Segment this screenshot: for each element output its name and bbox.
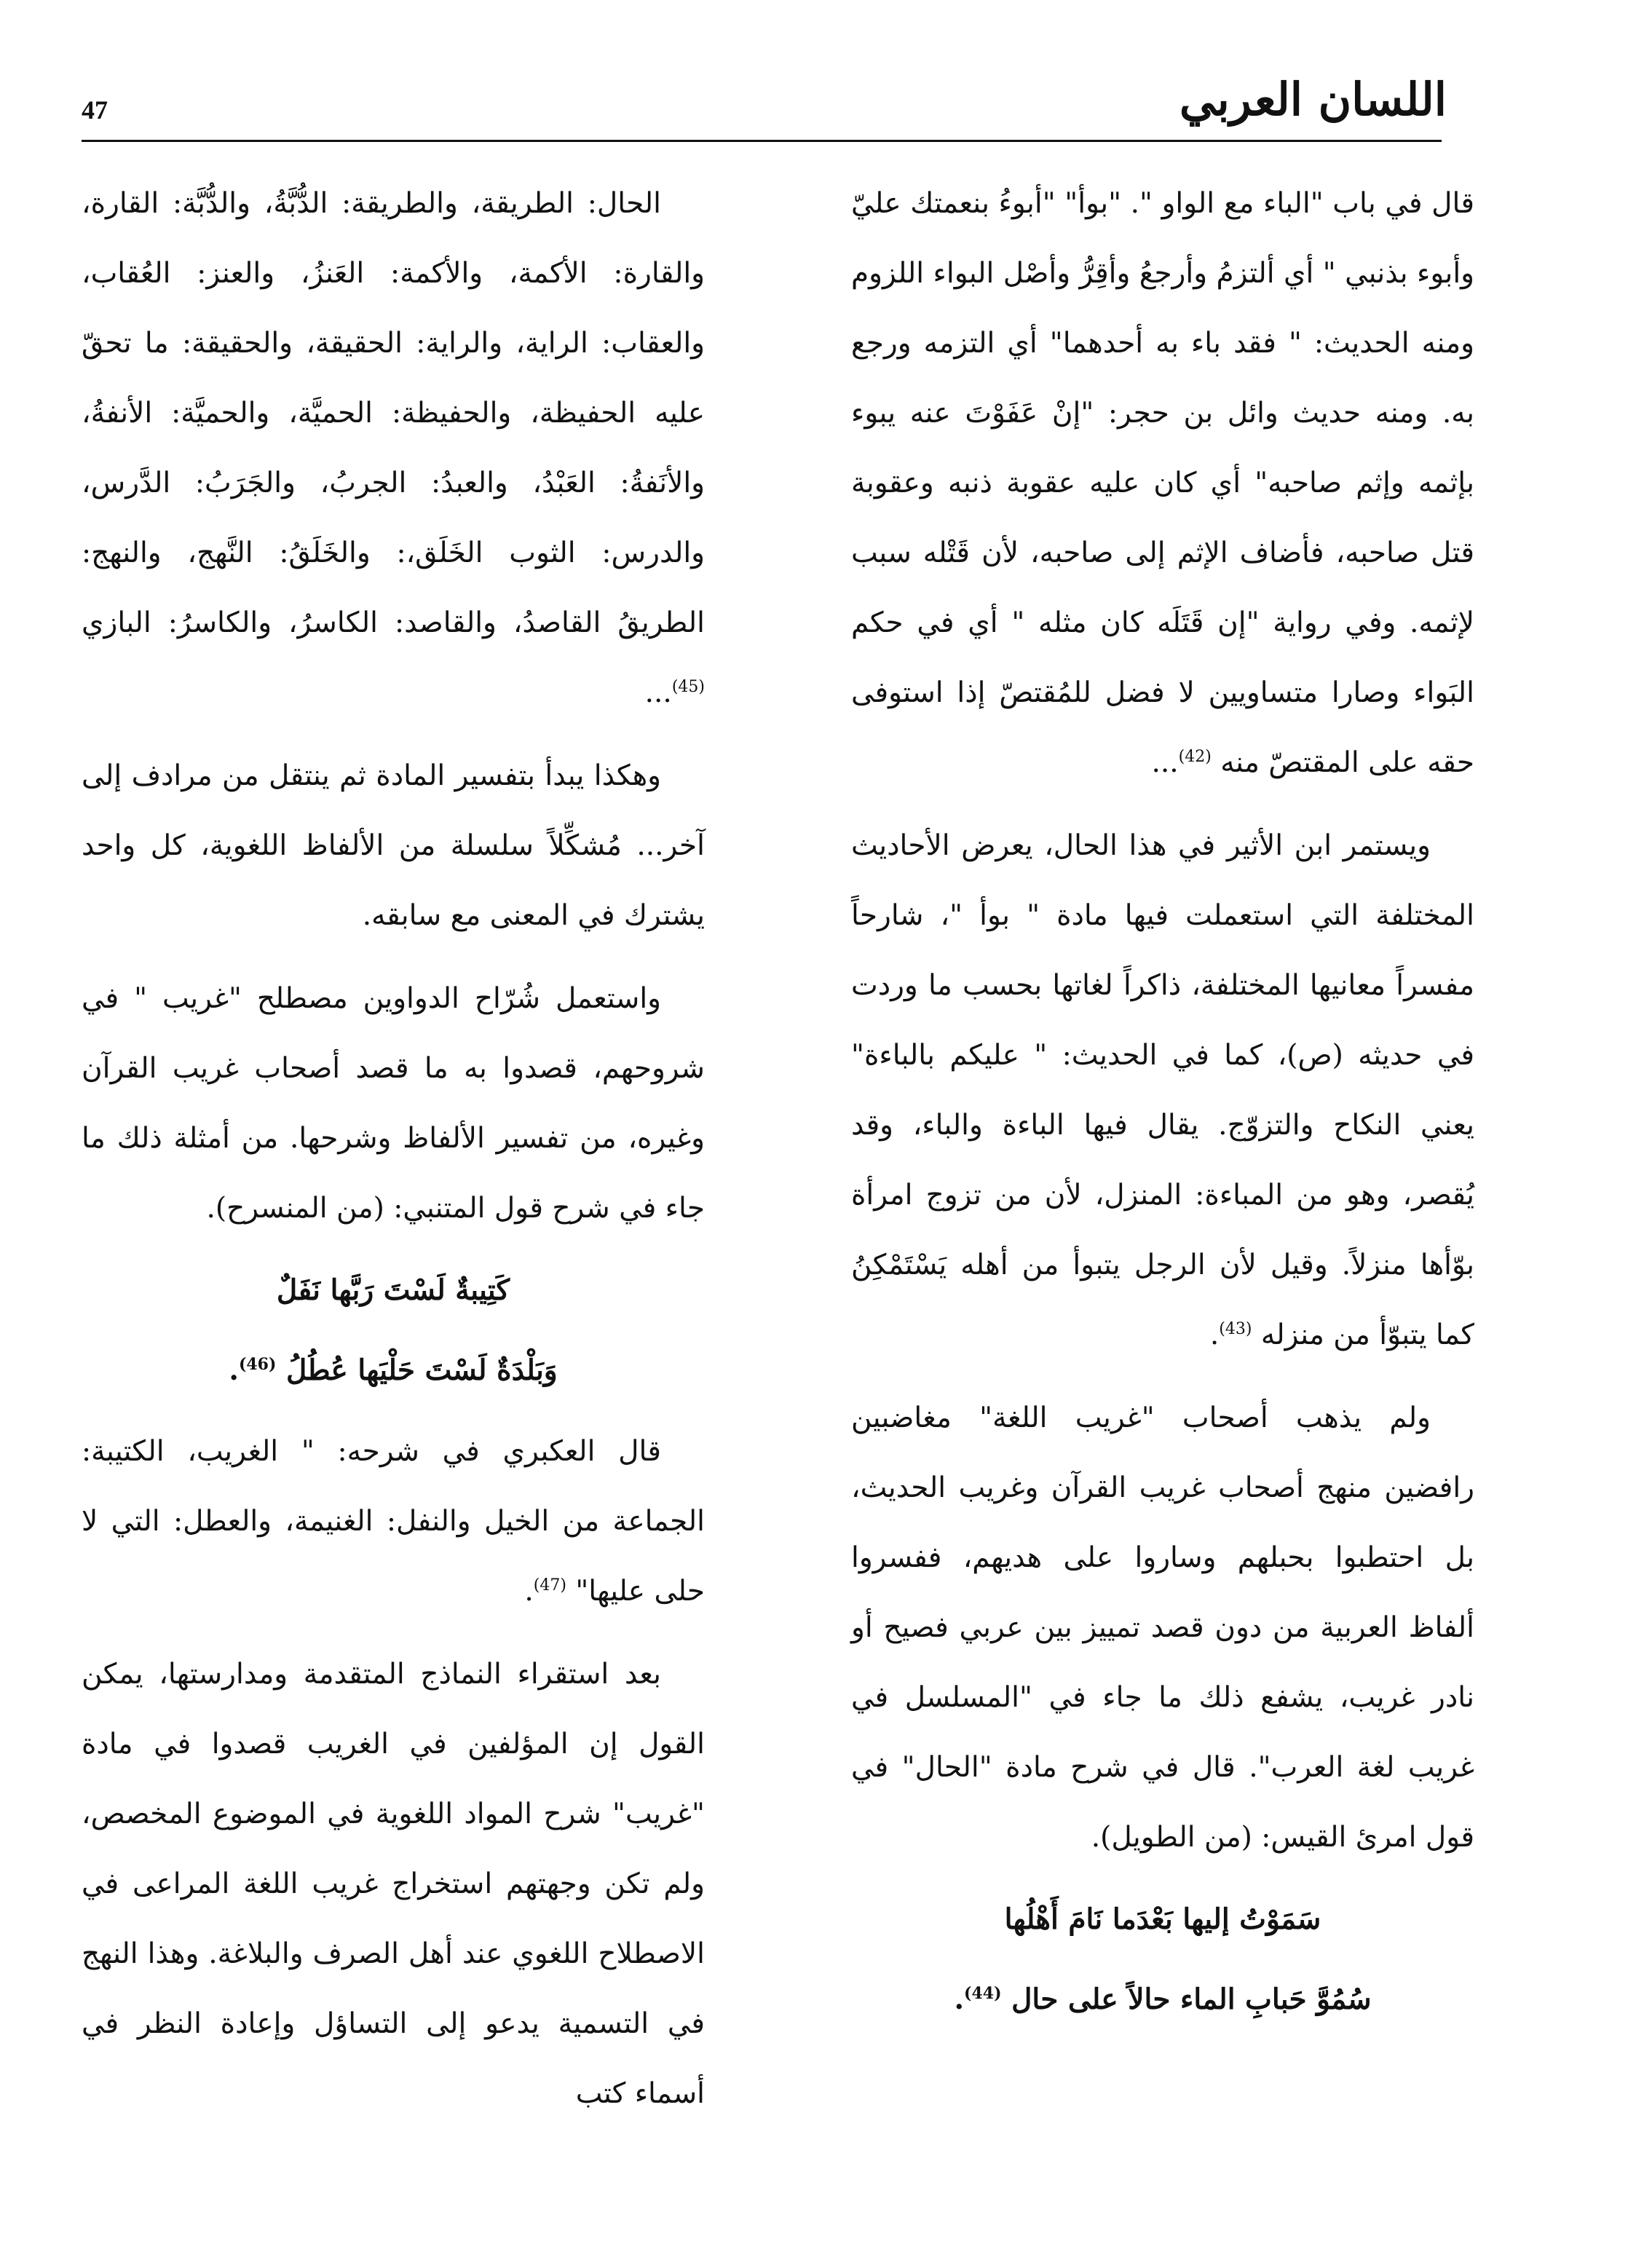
paragraph-text: قال العكبري في شرحه: " الغريب، الكتيبة: الجماعة من الخيل والنفل: الغنيمة، والعطل: التي لا حلى عليها" xyxy=(82,1435,705,1608)
paragraph xyxy=(851,1383,1474,1873)
verse-line xyxy=(82,1337,705,1404)
paragraph-text: وهكذا يبدأ بتفسير المادة ثم ينتقل من مرادف إلى آخر... مُشكِّلاً سلسلة من الألفاظ اللغوية، كل واحد يشترك في المعنى مع سابقه. xyxy=(82,759,705,932)
verse-line xyxy=(851,1966,1474,2033)
paragraph-ellipsis: ... xyxy=(1151,746,1179,779)
paragraph-text: بعد استقراء النماذج المتقدمة ومدارستها، يمكن القول إن المؤلفين في الغريب قصدوا في مادة "غريب" شرح المواد اللغوية في الموضوع المخصص، ولم تكن وجهتهم استخراج غريب اللغة المراعى في الاصطلاح اللغوي عند أهل الصرف والبلاغة. وهذا النهج في التسمية يدعو إلى التساؤل وإعادة النظر في أسماء كتب xyxy=(82,1658,705,2110)
paragraph-text: ولم يذهب أصحاب "غريب اللغة" مغاضبين رافضين منهج أصحاب غريب القرآن وغريب الحديث، بل احتطبوا بحبلهم وساروا على هديهم، ففسروا ألفاظ العربية من دون قصد تمييز بين عربي فصيح أو نادر غريب، يشفع ذلك ما جاء في "المسلسل في غريب لغة العرب". قال في شرح مادة "الحال" في قول امرئ القيس: (من الطويل). xyxy=(851,1402,1474,1854)
right-column xyxy=(851,169,1474,2046)
paragraph xyxy=(82,741,705,951)
paragraph xyxy=(82,169,705,728)
left-column xyxy=(82,169,705,2142)
verse-end: . xyxy=(954,1983,965,2016)
footnote-ref: (42) xyxy=(1178,748,1212,766)
page-number: 47 xyxy=(82,95,108,125)
footnote-ref: (46) xyxy=(238,1355,277,1374)
footnote-ref: (44) xyxy=(964,1984,1002,2003)
paragraph-text: الحال: الطريقة، والطريقة: الدُّبَّةُ، والدُّبَّة: القارة، والقارة: الأكمة، والأكمة: العَنزُ، والعنز: العُقاب، والعقاب: الراية، والراية: الحقيقة، والحقيقة: ما تحقّ عليه الحفيظة، والحفيظة: الحميَّة، والحميَّة: الأنفةُ، والأنَفةُ: العَبْدُ، والعبدُ: الجربُ، والجَرَبُ: الدَّرس، والدرس: الثوب الخَلَق،: والخَلَقُ: النَّهج، والنهج: الطريقُ القاصدُ، والقاصد: الكاسرُ، والكاسرُ: البازي xyxy=(82,187,705,639)
paragraph-text: واستعمل شُرّاح الدواوين مصطلح "غريب " في شروحهم، قصدوا به ما قصد أصحاب غريب القرآن وغيره، من تفسير الألفاظ وشرحها. من أمثلة ذلك ما جاء في شرح قول المتنبي: (من المنسرح). xyxy=(82,982,705,1225)
verse-line: سَمَوْتُ إليها بَعْدَما نَامَ أَهْلُها xyxy=(1004,1902,1321,1936)
paragraph-ellipsis: ... xyxy=(644,676,672,709)
paragraph xyxy=(82,1640,705,2129)
header-divider xyxy=(82,140,1442,142)
footnote-ref: (47) xyxy=(533,1576,566,1595)
verse-text: وَبَلْدَةٌ لَسْتَ حَلْيَها عُطُلُ xyxy=(285,1354,558,1387)
verse-text: سُمُوَّ حَبابِ الماء حالاً على حال xyxy=(1011,1983,1372,2016)
footnote-ref: (45) xyxy=(671,678,705,696)
verse-end: . xyxy=(229,1354,239,1387)
paragraph-text: ويستمر ابن الأثير في هذا الحال، يعرض الأحاديث المختلفة التي استعملت فيها مادة " بوأ "، شارحاً مفسراً معانيها المختلفة، ذاكراً لغاتها بحسب ما وردت في حديثه (ص)، كما في الحديث: " عليكم بالباءة" يعني النكاح والتزوّج. يقال فيها الباءة والباء، وقد يُقصر، وهو من المباءة: المنزل، لأن من تزوج امرأة بوّأها منزلاً. وقيل لأن الرجل يتبوأ من أهله يَسْتَمْكِنُ كما يتبوّأ من منزله xyxy=(851,829,1474,1351)
paragraph xyxy=(82,1417,705,1627)
verse-line: كَتِيبةٌ لَسْتَ رَبَّها نَفَلٌ xyxy=(276,1273,510,1307)
paragraph-end: . xyxy=(1209,1319,1220,1351)
journal-title: اللسان العربي xyxy=(1179,73,1447,126)
paragraph xyxy=(82,964,705,1244)
paragraph xyxy=(851,811,1474,1370)
paragraph xyxy=(851,169,1474,798)
footnote-ref: (43) xyxy=(1219,1320,1252,1338)
paragraph-end: . xyxy=(524,1575,534,1608)
poem-verse xyxy=(851,1886,1474,2033)
paragraph-text: قال في باب "الباء مع الواو ". "بوأ" "أبوءُ بنعمتك عليّ وأبوء بذنبي " أي ألتزمُ وأرجعُ وأقِرُّ وأصْل البواء اللزوم ومنه الحديث: " فقد باء به أحدهما" أي التزمه ورجع به. ومنه حديث وائل بن حجر: "إنْ عَفَوْتَ عنه يبوء بإثمه وإثم صاحبه" أي كان عليه عقوبة ذنبه وعقوبة قتل صاحبه، فأضاف الإثم إلى صاحبه، لأن قَتْله سبب لإثمه. وفي رواية "إن قَتَلَه كان مثله " أي في حكم البَواء وصارا متساويين لا فضل للمُقتصّ إذا استوفى حقه على المقتصّ منه xyxy=(851,187,1474,779)
poem-verse xyxy=(82,1257,705,1404)
